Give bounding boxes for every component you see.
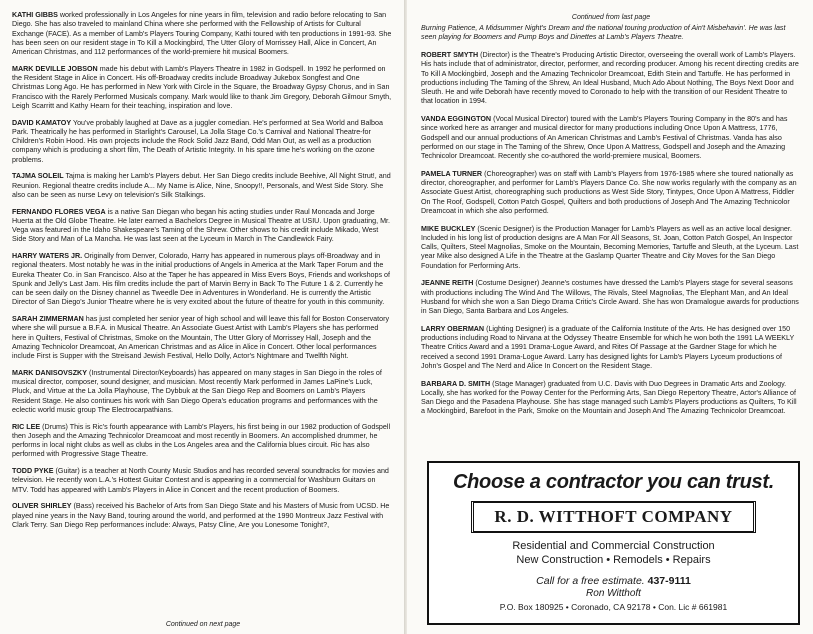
- bio-name: RIC LEE: [12, 422, 41, 431]
- bio-text: (Stage Manager) graduated from U.C. Davis with Duo Degrees in Dramatic Arts and Zoology. Locally, she has worked for the Poway Center for the Performing Arts, San Diego Repertory Theatre, Actor's Alliance of San Diego and the Pasadena Playhouse. She has stage managed such Lamb's Players productions as Quilters, To Kill a Mockingbird, Barefoot in the Park, Smoke on the Mountain and Joseph And The Amazing Technicolor Dreamcoat.: [421, 379, 797, 416]
- ad-estimate-label: Call for a free estimate.: [536, 575, 645, 587]
- bio-robert-smyth: [421, 51, 801, 107]
- ad-phone: 437-9111: [647, 575, 691, 587]
- bio-text: has just completed her senior year of high school and will leave this fall for Boston Conservatory where she will pursue a B.F.A. in Musical Theatre. An Associate Guest Artist with Lamb's Players she has performed here in Quilters, Festival of Christmas, Smoke on the Mountain, The Utter Glory of Morrissey Hall, Joseph and the Amazing Technicolor Dreamcoat, An American Christmas and as Alice in Alice in Concert. Other local performances include First is Supper with the Streisand Jewish Festival, Hello Dolly, Actor's Nightmare and Twelfth Night.: [12, 315, 390, 360]
- bio-text: Tajma is making her Lamb's Players debut. Her San Diego credits include Beehive, All Night Strut!, and Reunion. Regional theatre credits include A... My Name is Alice, Nine, Snoopy!!, Personals, and West Side Story. She also can be seen as nurse Levy on television's Silk Stalkings.: [12, 172, 391, 199]
- bio-mark-jobson: [12, 65, 392, 111]
- bio-name: TAJMA SOLEIL: [12, 172, 64, 181]
- bio-text: (Scenic Designer) is the Production Manager for Lamb's Players as well as an active local designer. Included in his long list of production designs are A Man For All Seasons, St. Joan, Cotton Patch Gospel, An Inspector Calls, Quilters, Steel Magnolias, Smoke on the Mountain, Becoming Memories, Tartuffe and Sleuth, at the Lyceum. Last year Mike also designed A Life in the Theatre at the Gaslamp Quarter Theatre and City Moves for the San Diego Foundation for Performing Arts.: [421, 224, 799, 270]
- ad-company-name: R. D. WITTHOFT COMPANY: [471, 501, 755, 533]
- bio-name: MARK DEVILLE JOBSON: [12, 64, 98, 73]
- bio-name: OLIVER SHIRLEY: [12, 502, 72, 511]
- bio-name: DAVID KAMATOY: [12, 118, 72, 127]
- bio-name: MIKE BUCKLEY: [421, 224, 476, 233]
- bio-sarah-zimmerman: [12, 315, 392, 361]
- bio-name: FERNANDO FLORES VEGA: [12, 207, 106, 216]
- bio-name: BARBARA D. SMITH: [421, 379, 491, 388]
- bio-name: KATHI GIBBS: [12, 11, 58, 19]
- bio-tajma-soleil: [12, 172, 392, 200]
- ad-contact-details: P.O. Box 180925 • Coronado, CA 92178 • Con. Lic # 661981: [499, 602, 728, 612]
- bio-name: JEANNE REITH: [421, 279, 474, 288]
- bio-text: (Costume Designer) Jeanne's costumes have dressed the Lamb's Players stage for several seasons with productions including The Wind And The Willows, The Rivals, Steel Magnolias, The Elephant Man, and An Ideal Husband for which she won a San Diego Drama Critic's Circle Award. She has won Dramalogue awards for productions in San Diego, Santa Barbara and Los Angeles.: [421, 279, 799, 315]
- bio-name: MARK DANISOVSZKY: [12, 368, 87, 377]
- bio-pamela-turner: [421, 170, 801, 216]
- bio-text: You've probably laughed at Dave as a juggler comedian. He's performed at Sea World and Balboa Park. Theatrically he has performed in Starlight's Carousel, La Jolla Stage Co.'s Carnival and National Theatre-for Children's Robin Hood. His own projects include the Rock Solid Jazz Band, Odd Man Out, as well as a production company which is producing a short film, The Death of Artistic Integrity. In his spare time he's working on the ozone problems.: [12, 118, 383, 164]
- bio-text: is a native San Diegan who began his acting studies under Raul Moncada and Jorge Huerta at the Old Globe Theatre. He later earned a Bachelors Degree in Musical Theatre at USIU. Upon graduating, Mr. Vega was featured in the Idaho Shakespeare's Taming of the Shrew. Other shows to his credit include Mikado, West Side Story and Man of La Mancha. He was last seen at the Lyceum in March in The Candlewick Fairy.: [12, 207, 390, 244]
- bio-name: TODD PYKE: [12, 467, 54, 475]
- bio-name: HARRY WATERS JR.: [12, 252, 83, 260]
- ad-contact-person: Ron Witthoft: [586, 588, 641, 599]
- bio-text: (Drums) This is Ric's fourth appearance with Lamb's Players, his first being in our 1982 production of Godspell then Joseph and the Amazing Technicolor Dreamcoat and most recently in Boomers. An accomplished drummer, he performs in local night clubs as well as clubs in the Los Angeles area and the California blues circuit. Ric has also performed with Progressive Stage Theatre.: [12, 422, 391, 459]
- bio-text: (Vocal Musical Director) toured with the Lamb's Players Touring Company in the 80's and has since worked here as arranger and musical director for many productions including Once Upon A Mattress, 1776, Godspell and our annual productions of An American Christmas and Lamb's Festival of Christmas. Vanda has also performed on our stage in The Taming of the Shrew, Once Upon A Mattress, Godspell and Joseph and the Amazing Technicolor Dreamcoat. Recently she co-authored the world-premiere musical, Boomers.: [421, 115, 788, 160]
- ad-estimate: [429, 575, 798, 587]
- bio-mark-danisovszky: [12, 369, 392, 415]
- bio-text: (Lighting Designer) is a graduate of the California Institute of the Arts. He has designed over 150 productions including Road to Nirvana at the Odyssey Theatre Ensemble for which he won both the 1991 LA WEEKLY Theatre Critics Award and a 1991 Drama-Logue Award, and Rites Of Passage at the Gardner Stage for which he received a second 1991 Drama-Logue Award. Larry has designed lights for Lamb's Players Lyceum productions of John's Gospel and The Nerd and Alice In Concert on the Resident Stage.: [421, 324, 795, 370]
- contractor-advertisement: [427, 461, 800, 625]
- bio-continuation: [421, 24, 801, 43]
- bio-name: SARAH ZIMMERMAN: [12, 315, 84, 323]
- bio-oliver-shirley: [12, 502, 392, 530]
- bio-todd-pyke: [12, 467, 392, 495]
- bio-mike-buckley: [421, 225, 801, 271]
- bio-name: ROBERT SMYTH: [421, 51, 479, 59]
- bio-harry-waters: [12, 252, 392, 308]
- bio-text: (Bass) received his Bachelor of Arts from San Diego State and his Masters of Music from UCSD. He played nine years in the Navy Band, touring around the world, and performed at the 1990 Montreux Jazz Festival with Clark Terry. San Diego Rep performances include: Always, Patsy Cline, Are you Lonesome Tonight?,: [12, 502, 390, 529]
- bio-text: (Guitar) is a teacher at North County Music Studios and has recorded several soundtracks for movies and television. He recently won L.A.'s Hottest Guitar Contest and is appearing in a commercial for Washburn Guitars on MTV. Todd has appeared with Lamb's Players in Alice in Concert and the recent production of Boomers.: [12, 467, 389, 494]
- bio-name: PAMELA TURNER: [421, 169, 483, 178]
- bio-text: Burning Patience, A Midsummer Night's Dream and the national touring production of Ain't Misbehavin'. He was last seen playing for Boomers and Pump Boys and Dinettes at Lamb's Players Theatre.: [421, 24, 786, 42]
- bio-text: made his debut with Lamb's Players Theatre in 1982 in Godspell. In 1992 he performed on the Resident Stage in Alice in Concert. His off-Broadway credits include Broadway Jukebox Songfest and One Christmas Long Ago. He has performed in New York with Circle in the Square, the Broadway Gypsy Chorus, and in San Francisco with the Rarely Performed Musicals company. Mark would like to thank Jim Gregory, Deborah Gilmour Smyth, Leigh Scarritt and Kathy Hearn for their teaching, inspiration and love.: [12, 64, 392, 110]
- bio-text: Originally from Denver, Colorado, Harry has appeared in numerous plays off-Broadway and in regional theaters. Most notably he was in the initial productions of Angels in America at the Mark Taper Forum and the Eureka Theater Co. in San Francisco. Also at the Taper he has appeared in Miss Evers Boys, Friends and workshops of Spunk and Jelly's Last Jam. His film credits include the part of Marvin Berry in Back To The Future 1 & 2. Currently he can be seen daily on the Disney channel as Tweedle Dee in Adventures in Wonderland. He is currently the Artistic Director of San Diego's Junior Theatre where he is very excited about the future of theatre for youth in this community.: [12, 252, 390, 307]
- bio-fernando-vega: [12, 208, 392, 245]
- bio-text: (Instrumental Director/Keyboards) has appeared on many stages in San Diego in the roles of musical director, composer, sound designer, and musician. Most recently Mark performed in James LaPine's Luck, Pluck, and Virtue at the La Jolla Playhouse, The Dybbuk at the San Diego Rep and Boomers on Lamb's Players Resident Stage. He also continues his work with San Diego Opera's education programs and performances with the eclectic world music group The Electrocarpathians.: [12, 368, 382, 414]
- bio-david-kamatoy: [12, 119, 392, 165]
- bio-kathi-gibbs: [12, 11, 392, 57]
- bio-vanda-eggington: [421, 115, 801, 161]
- bio-ric-lee: [12, 423, 392, 460]
- bio-name: VANDA EGGINGTON: [421, 115, 492, 123]
- bio-text: worked professionally in Los Angeles for nine years in film, television and radio before relocating to San Diego. She has also traveled to mainland China where she performed with the Fellowship of Artists for Cultural Exchange (FACE). As a member of Lamb's Players Touring Company, Kathi toured with ten productions in 1991-93. She has been seen on our resident stage in To Kill a Mockingbird, The Utter Glory of Morrissey Hall, Alice in Concert, An American Christmas, and 112 performances of the world-premiere hit musical Boomers.: [12, 11, 392, 56]
- ad-services: Residential and Commercial Construction: [512, 540, 715, 552]
- bio-jeanne-reith: [421, 279, 801, 316]
- continued-next-note: Continued on next page: [165, 621, 241, 628]
- ad-service-lines: New Construction • Remodels • Repairs: [516, 554, 711, 566]
- bio-text: (Choreographer) was on staff with Lamb's Players from 1976-1985 where she toured nationally as director, choreographer, and performer for Lamb's Players Dance Co. She now works regularly with the company as an Associate Guest Artist, choreographing such productions as West Side Story, Tintypes, Once Upon A Mattress, Fiddler On The Roof, Godspell, Cotton Patch Gospel, Quilters and both productions of Joseph And The Amazing Technicolor Dreamcoat in which she also performed.: [421, 169, 797, 215]
- bio-text: (Director) is the Theatre's Producing Artistic Director, overseeing the overall work of Lamb's Players. His hats include that of administrator, director, performer, and recording producer. Among his recent directing credits are To Kill A Mockingbird, Joseph and the Amazing Technicolor Dreamcoat, Edith Stein and Tartuffe. He has performed in productions including The Taming of the Shrew, An Ideal Husband, Much Ado About Nothing, The Boys Next Door and Sleuth. He and wife Deborah have recently moved to Coronado to help with the transition of our Resident Theatre to that location in 1994.: [421, 51, 799, 106]
- bio-larry-oberman: [421, 325, 801, 371]
- continued-from-note: Continued from last page: [571, 14, 651, 21]
- bio-barbara-smith: [421, 380, 801, 417]
- ad-headline: Choose a contractor you can trust.: [453, 471, 774, 493]
- left-page: [0, 0, 406, 634]
- bio-name: LARRY OBERMAN: [421, 324, 485, 333]
